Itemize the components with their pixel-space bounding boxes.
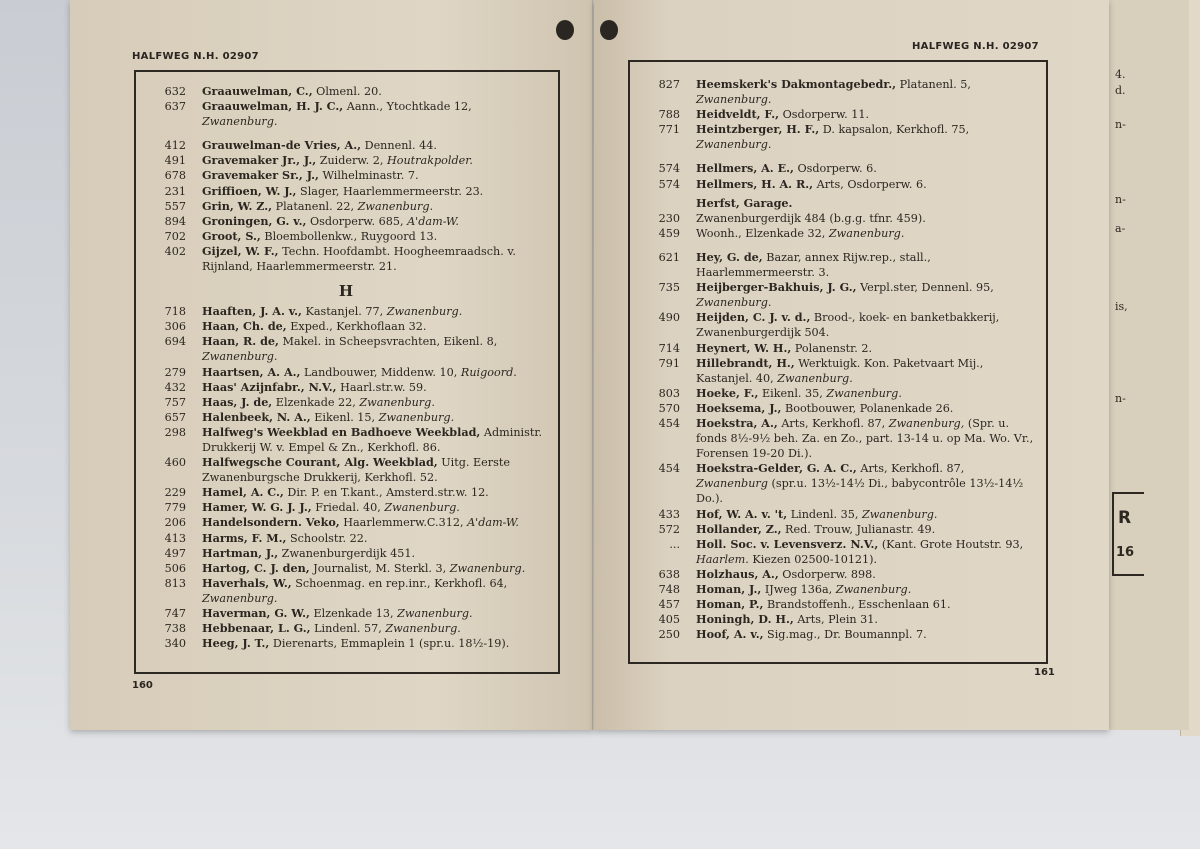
entry-address: Uitg. Eerste Zwanenburgsche Drukkerij, Kerkhofl. 52. xyxy=(202,456,511,485)
open-book xyxy=(70,0,1152,732)
directory-entry xyxy=(142,99,550,129)
directory-entry xyxy=(636,211,1038,226)
edge-box xyxy=(1112,492,1144,576)
directory-entry xyxy=(142,84,550,99)
entry-address: Sig.mag., Dr. Boumannpl. 7. xyxy=(767,628,927,642)
entry-address: Haarl.str.w. 59. xyxy=(340,380,427,394)
edge-fragment: n- xyxy=(1115,193,1126,206)
entry-place: A'dam-W. xyxy=(467,516,519,530)
edge-fragment: n- xyxy=(1115,118,1126,131)
entry-name: Hof, W. A. v. 't, xyxy=(696,506,788,521)
phone-number: 771 xyxy=(658,123,680,137)
directory-entry xyxy=(142,546,550,561)
entry-address: Friedal. 40, xyxy=(315,501,381,515)
directory-entry xyxy=(142,500,550,515)
entry-address: Woonh., Elzenkade 32, xyxy=(696,226,826,240)
entry-name: Heemskerk's Dakmontagebedr., xyxy=(696,77,896,91)
entry-address: Schoenmag. en rep.inr., Kerkhofl. 64, xyxy=(295,576,508,590)
entry-name: Grin, W. Z., xyxy=(202,198,272,213)
directory-entry xyxy=(636,401,1038,416)
entry-name: Hoekstra, A., xyxy=(696,415,778,430)
entry-address: IJweg 136a, xyxy=(764,583,833,596)
entry-note: (spr.u. 13½-14½ Di., babycontrôle 13½-14½ Do.). xyxy=(696,477,1024,506)
phone-number: 413 xyxy=(164,531,186,545)
entry-address: Bazar, annex Rijw.rep., stall., Haarlemmermeerstr. 3. xyxy=(696,250,931,280)
directory-entry xyxy=(636,341,1038,356)
page-number-left: 160 xyxy=(132,680,153,691)
directory-entry xyxy=(636,537,1038,567)
left-page xyxy=(70,0,593,730)
entry-name: Haverman, G. W., xyxy=(202,606,310,620)
entry-place: Zwanenburg. xyxy=(378,410,455,424)
entry-address: Red. Trouw, Julianastr. 49. xyxy=(785,522,936,536)
entry-name: Graauwelman, C., xyxy=(202,84,313,98)
phone-number: 454 xyxy=(658,416,680,430)
right-entries xyxy=(636,77,1038,642)
entry-name: Honingh, D. H., xyxy=(696,612,794,627)
edge-fragment: 4. xyxy=(1115,68,1126,81)
entry-place: Zwanenburg. xyxy=(449,561,526,575)
entry-address: Lindenl. 57, xyxy=(314,622,382,636)
entry-name: Homan, J., xyxy=(696,582,762,596)
entry-name: Hellmers, H. A. R., xyxy=(696,176,814,191)
phone-number: 497 xyxy=(164,546,186,560)
entry-address: Haarlemmerw.C.312, xyxy=(343,516,464,530)
binding-hole-right xyxy=(600,20,618,40)
phone-number: 405 xyxy=(658,613,680,627)
entry-place: Zwanenburg. xyxy=(826,386,902,400)
entry-address: Elzenkade 22, xyxy=(275,395,356,409)
entry-name: Hoeksema, J., xyxy=(696,400,782,415)
entry-name: Halenbeek, N. A., xyxy=(202,409,311,424)
entry-name: Gravemaker Sr., J., xyxy=(202,168,319,183)
entry-place: Zwanenburg. xyxy=(835,583,912,596)
entry-name: Hoeke, F., xyxy=(696,385,759,400)
entry-subhead: Herfst, Garage. xyxy=(696,195,793,210)
entry-place: Zwanenburg. xyxy=(357,199,434,213)
entry-place: Zwanenburg. xyxy=(386,305,463,319)
directory-entry xyxy=(142,229,550,244)
phone-number: 250 xyxy=(658,628,680,642)
phone-number: 757 xyxy=(164,395,186,409)
entry-address: Aann., Ytochtkade 12, xyxy=(346,100,472,114)
phone-number: 748 xyxy=(658,583,680,596)
entry-address: Landbouwer, Middenw. 10, xyxy=(303,365,458,379)
entry-name: Hoekstra-Gelder, G. A. C., xyxy=(696,461,857,476)
entry-name: Harms, F. M., xyxy=(202,530,287,545)
entry-name: Heidveldt, F., xyxy=(696,107,780,122)
phone-number: 718 xyxy=(164,305,186,319)
phone-number: 714 xyxy=(658,341,680,355)
entry-name: Hamer, W. G. J. J., xyxy=(202,500,312,515)
entry-address: Platanenl. 5, xyxy=(899,78,971,91)
entry-address: Schoolstr. 22. xyxy=(289,531,368,545)
entry-address: Arts, Plein 31. xyxy=(797,613,878,627)
phone-number: 637 xyxy=(164,100,186,114)
edge-fragment: 16 xyxy=(1116,545,1135,560)
directory-entry xyxy=(142,199,550,214)
entry-name: Haan, Ch. de, xyxy=(202,319,287,334)
entry-address: (Kant. Grote Houtstr. 93, xyxy=(881,537,1024,551)
entry-name: Haas, J. de, xyxy=(202,394,273,409)
directory-entry xyxy=(142,365,550,380)
entry-address: Arts, Osdorperw. 6. xyxy=(816,177,927,191)
edge-fragment: R xyxy=(1118,508,1132,528)
entry-place: A'dam-W. xyxy=(407,214,459,228)
directory-entry xyxy=(142,380,550,395)
phone-number: 459 xyxy=(658,226,680,240)
entry-name: Haaften, J. A. v., xyxy=(202,304,302,319)
phone-number: 738 xyxy=(164,622,186,636)
entry-place: Zwanenburg. xyxy=(202,115,278,129)
entry-place: Haarlem. xyxy=(696,552,749,566)
edge-fragment: is, xyxy=(1115,300,1128,313)
directory-entry xyxy=(142,455,550,485)
entry-address: Elzenkade 13, xyxy=(313,607,394,620)
phone-number: 779 xyxy=(164,501,186,515)
phone-number: 791 xyxy=(658,356,680,370)
directory-entry xyxy=(636,161,1038,176)
entry-address: Brood-, koek- en banketbakkerij, Zwanenburgerdijk 504. xyxy=(696,311,1000,340)
entry-place: Zwanenburg. xyxy=(696,138,772,152)
running-head-left: HALFWEG N.H. 02907 xyxy=(132,51,259,62)
directory-entry xyxy=(142,410,550,425)
phone-number: 574 xyxy=(658,162,680,176)
entry-place: Zwanenburg. xyxy=(696,296,772,310)
entry-address: Eikenl. 15, xyxy=(314,410,376,424)
entry-address: Exped., Kerkhoflaan 32. xyxy=(290,320,427,334)
entry-name: Haas' Azijnfabr., N.V., xyxy=(202,379,337,394)
directory-entry xyxy=(142,561,550,576)
entry-address: Administr. Drukkerij W. v. Empel & Zn., Kerkhofl. 86. xyxy=(202,425,543,454)
entry-place: Zwanenburg. xyxy=(861,507,938,521)
directory-entry xyxy=(636,280,1038,310)
directory-entry xyxy=(636,567,1038,582)
entry-note: Kiezen 02500-10121). xyxy=(752,552,878,566)
entry-name: Heintzberger, H. F., xyxy=(696,122,820,137)
phone-number: 788 xyxy=(658,108,680,122)
phone-number: 206 xyxy=(164,516,186,530)
directory-entry xyxy=(636,356,1038,386)
directory-entry xyxy=(142,515,550,530)
directory-entry xyxy=(142,485,550,500)
entry-address: Osdorperw. 685, xyxy=(309,214,404,228)
directory-entry xyxy=(636,461,1038,506)
entry-address: Bloembollenkw., Ruygoord 13. xyxy=(264,229,438,243)
entry-place: Zwanenburg, xyxy=(888,416,965,430)
entry-name: Hey, G. de, xyxy=(696,249,763,264)
entry-address: Polanenstr. 2. xyxy=(794,341,873,355)
entry-address: Platanenl. 22, xyxy=(275,199,355,213)
entry-name: Griffioen, W. J., xyxy=(202,183,297,198)
directory-entry xyxy=(142,319,550,334)
entry-name: Hillebrandt, H., xyxy=(696,355,795,370)
entry-place: Zwanenburg. xyxy=(397,607,473,620)
entry-name: Hoof, A. v., xyxy=(696,627,764,642)
directory-entry xyxy=(142,304,550,319)
entry-address: D. kapsalon, Kerkhofl. 75, xyxy=(822,123,970,137)
phone-number: 491 xyxy=(164,154,186,168)
phone-number: 306 xyxy=(164,320,186,334)
directory-entry xyxy=(636,522,1038,537)
entry-name: Halfwegsche Courant, Alg. Weekblad, xyxy=(202,455,438,470)
directory-entry xyxy=(636,177,1038,192)
directory-entry xyxy=(636,77,1038,107)
phone-number: 657 xyxy=(164,410,186,424)
entry-address: Techn. Hoofdambt. Hoogheemraadsch. v. Rijnland, Haarlemmermeerstr. 21. xyxy=(202,244,516,274)
entry-name: Heijberger-Bakhuis, J. G., xyxy=(696,280,857,295)
entry-address: Brandstoffenh., Esschenlaan 61. xyxy=(766,598,951,612)
entry-name: Gijzel, W. F., xyxy=(202,243,279,258)
edge-fragment: d. xyxy=(1115,84,1126,97)
directory-entry xyxy=(636,582,1038,597)
entry-address: Dennenl. 44. xyxy=(364,139,437,153)
phone-number: 432 xyxy=(164,380,186,394)
entry-place: Zwanenburg. xyxy=(202,591,278,605)
directory-entry xyxy=(142,425,550,455)
running-head-right: HALFWEG N.H. 02907 xyxy=(912,41,1039,52)
entry-address: Kastanjel. 77, xyxy=(305,305,384,319)
directory-entry xyxy=(636,250,1038,280)
phone-number: 298 xyxy=(164,425,186,439)
phone-number: 572 xyxy=(658,522,680,536)
right-page xyxy=(594,0,1109,730)
entry-address: Zwanenburgerdijk 451. xyxy=(281,546,416,560)
entry-address: Osdorperw. 898. xyxy=(782,567,876,581)
phone-number: 230 xyxy=(658,211,680,225)
directory-entry xyxy=(142,168,550,183)
entry-name: Hamel, A. C., xyxy=(202,485,284,500)
entry-gap xyxy=(636,152,1038,161)
phone-number: 827 xyxy=(658,78,680,91)
entry-place: Zwanenburg. xyxy=(384,501,460,515)
phone-number: 557 xyxy=(164,199,186,213)
directory-entry xyxy=(636,386,1038,401)
directory-entry xyxy=(142,214,550,229)
edge-fragment: n- xyxy=(1115,392,1126,405)
phone-number: 813 xyxy=(164,576,186,590)
directory-entry xyxy=(142,244,550,274)
page-number-right: 161 xyxy=(1034,667,1055,678)
entry-gap xyxy=(142,129,550,138)
entry-place: Zwanenburg. xyxy=(202,350,278,364)
entry-address: Journalist, M. Sterkl. 3, xyxy=(313,561,447,575)
phone-number: 632 xyxy=(164,85,186,98)
entry-name: Haverhals, W., xyxy=(202,575,292,590)
binding-hole-left xyxy=(556,20,574,40)
phone-number: 229 xyxy=(164,486,186,500)
phone-number: 402 xyxy=(164,244,186,258)
entry-name: Heeg, J. T., xyxy=(202,636,270,651)
phone-number: 621 xyxy=(658,250,680,264)
phone-number: 279 xyxy=(164,365,186,379)
directory-entry xyxy=(142,576,550,606)
directory-entry xyxy=(142,606,550,621)
directory-entry xyxy=(636,597,1038,612)
entry-address: Zwanenburgerdijk 484 (b.g.g. tfnr. 459). xyxy=(696,211,926,225)
entry-name: Haan, R. de, xyxy=(202,334,279,349)
directory-entry xyxy=(636,122,1038,152)
entry-address: Eikenl. 35, xyxy=(761,386,823,400)
entry-gap xyxy=(636,241,1038,250)
directory-entry xyxy=(142,334,550,364)
phone-number: 570 xyxy=(658,401,680,415)
entry-place: Ruigoord. xyxy=(460,365,517,379)
entry-name: Hellmers, A. E., xyxy=(696,161,794,176)
entry-place: Houtrakpolder. xyxy=(386,154,473,168)
entry-place: Zwanenburg. xyxy=(828,226,905,240)
entry-address: Arts, Kerkhofl. 87, xyxy=(781,416,886,430)
directory-entry xyxy=(636,627,1038,642)
directory-entry xyxy=(142,636,550,651)
phone-number: 412 xyxy=(164,139,186,153)
phone-number: 735 xyxy=(658,281,680,295)
entry-address: Arts, Kerkhofl. 87, xyxy=(860,462,965,476)
entry-name: Hollander, Z., xyxy=(696,521,782,536)
phone-number: 454 xyxy=(658,462,680,476)
entry-address: Lindenl. 35, xyxy=(790,507,859,521)
entry-place: Zwanenburg xyxy=(696,477,768,491)
phone-number: 340 xyxy=(164,637,186,651)
entry-name: Halfweg's Weekblad en Badhoeve Weekblad, xyxy=(202,424,481,439)
entry-address: Dir. P. en T.kant., Amsterd.str.w. 12. xyxy=(287,486,489,500)
entry-name: Heijden, C. J. v. d., xyxy=(696,310,811,325)
entry-name: Haartsen, A. A., xyxy=(202,364,301,379)
entry-place: Zwanenburg. xyxy=(359,395,435,409)
entry-address: Osdorperw. 11. xyxy=(782,108,870,122)
directory-entry xyxy=(636,507,1038,522)
phone-number: 506 xyxy=(164,561,186,575)
entry-name: Heynert, W. H., xyxy=(696,340,792,355)
phone-number: 694 xyxy=(164,335,186,349)
phone-number: 490 xyxy=(658,311,680,325)
edge-fragment: a- xyxy=(1115,222,1126,235)
entry-address: Olmenl. 20. xyxy=(316,85,382,98)
entry-place: Zwanenburg. xyxy=(385,622,461,636)
phone-number: 678 xyxy=(164,169,186,183)
directory-entry xyxy=(142,138,550,153)
underlying-page xyxy=(1108,0,1189,730)
phone-number: 460 xyxy=(164,456,186,470)
directory-entry xyxy=(142,621,550,636)
left-entries xyxy=(142,84,550,651)
entry-name: Holzhaus, A., xyxy=(696,566,779,581)
entry-name: Holl. Soc. v. Levensverz. N.V., xyxy=(696,536,879,551)
phone-number: 574 xyxy=(658,177,680,191)
entry-name: Homan, P., xyxy=(696,597,764,612)
entry-name: Graauwelman, H. J. C., xyxy=(202,99,344,114)
directory-entry xyxy=(636,416,1038,461)
directory-entry xyxy=(142,531,550,546)
directory-entry xyxy=(142,395,550,410)
section-letter: H xyxy=(338,282,354,301)
entry-name: Groot, S., xyxy=(202,228,261,243)
entry-name: Handelsondern. Veko, xyxy=(202,515,340,530)
entry-place: Zwanenburg. xyxy=(777,371,853,385)
entry-address: Makel. in Scheepsvrachten, Eikenl. 8, xyxy=(282,335,498,349)
entry-address: Slager, Haarlemmermeerstr. 23. xyxy=(300,184,484,198)
entry-note: (Spr. u. fonds 8½-9½ beh. Za. en Zo., part. 13-14 u. op Ma. Wo. Vr., Forensen 19-20 Di.). xyxy=(696,416,1034,461)
entry-name: Hartman, J., xyxy=(202,545,279,560)
directory-entry xyxy=(636,107,1038,122)
entry-address: Bootbouwer, Polanenkade 26. xyxy=(784,401,954,415)
entry-name: Groningen, G. v., xyxy=(202,213,307,228)
entry-address: Wilhelminastr. 7. xyxy=(322,169,419,183)
phone-number: 433 xyxy=(658,507,680,521)
phone-number: 702 xyxy=(164,229,186,243)
entry-address: Verpl.ster, Dennenl. 95, xyxy=(860,281,994,295)
phone-number: 803 xyxy=(658,386,680,400)
entry-name: Hebbenaar, L. G., xyxy=(202,621,311,636)
phone-number: 231 xyxy=(164,184,186,198)
directory-entry xyxy=(142,153,550,168)
directory-entry xyxy=(142,184,550,199)
phone-number: ... xyxy=(669,537,680,551)
directory-entry xyxy=(636,226,1038,241)
directory-entry xyxy=(636,310,1038,340)
phone-number: 638 xyxy=(658,567,680,581)
entry-address: Werktuigk. Kon. Paketvaart Mij., Kastanjel. 40, xyxy=(696,356,984,385)
phone-number: 894 xyxy=(164,214,186,228)
entry-name: Gravemaker Jr., J., xyxy=(202,153,317,168)
phone-number: 457 xyxy=(658,598,680,612)
directory-entry xyxy=(636,612,1038,627)
phone-number: 747 xyxy=(164,607,186,620)
entry-address: Osdorperw. 6. xyxy=(797,162,877,176)
entry-address: Dierenarts, Emmaplein 1 (spr.u. 18½-19). xyxy=(272,637,510,651)
entry-name: Grauwelman-de Vries, A., xyxy=(202,138,362,153)
entry-address: Zuiderw. 2, xyxy=(319,154,384,168)
entry-name: Hartog, C. J. den, xyxy=(202,560,310,575)
entry-place: Zwanenburg. xyxy=(696,93,772,107)
